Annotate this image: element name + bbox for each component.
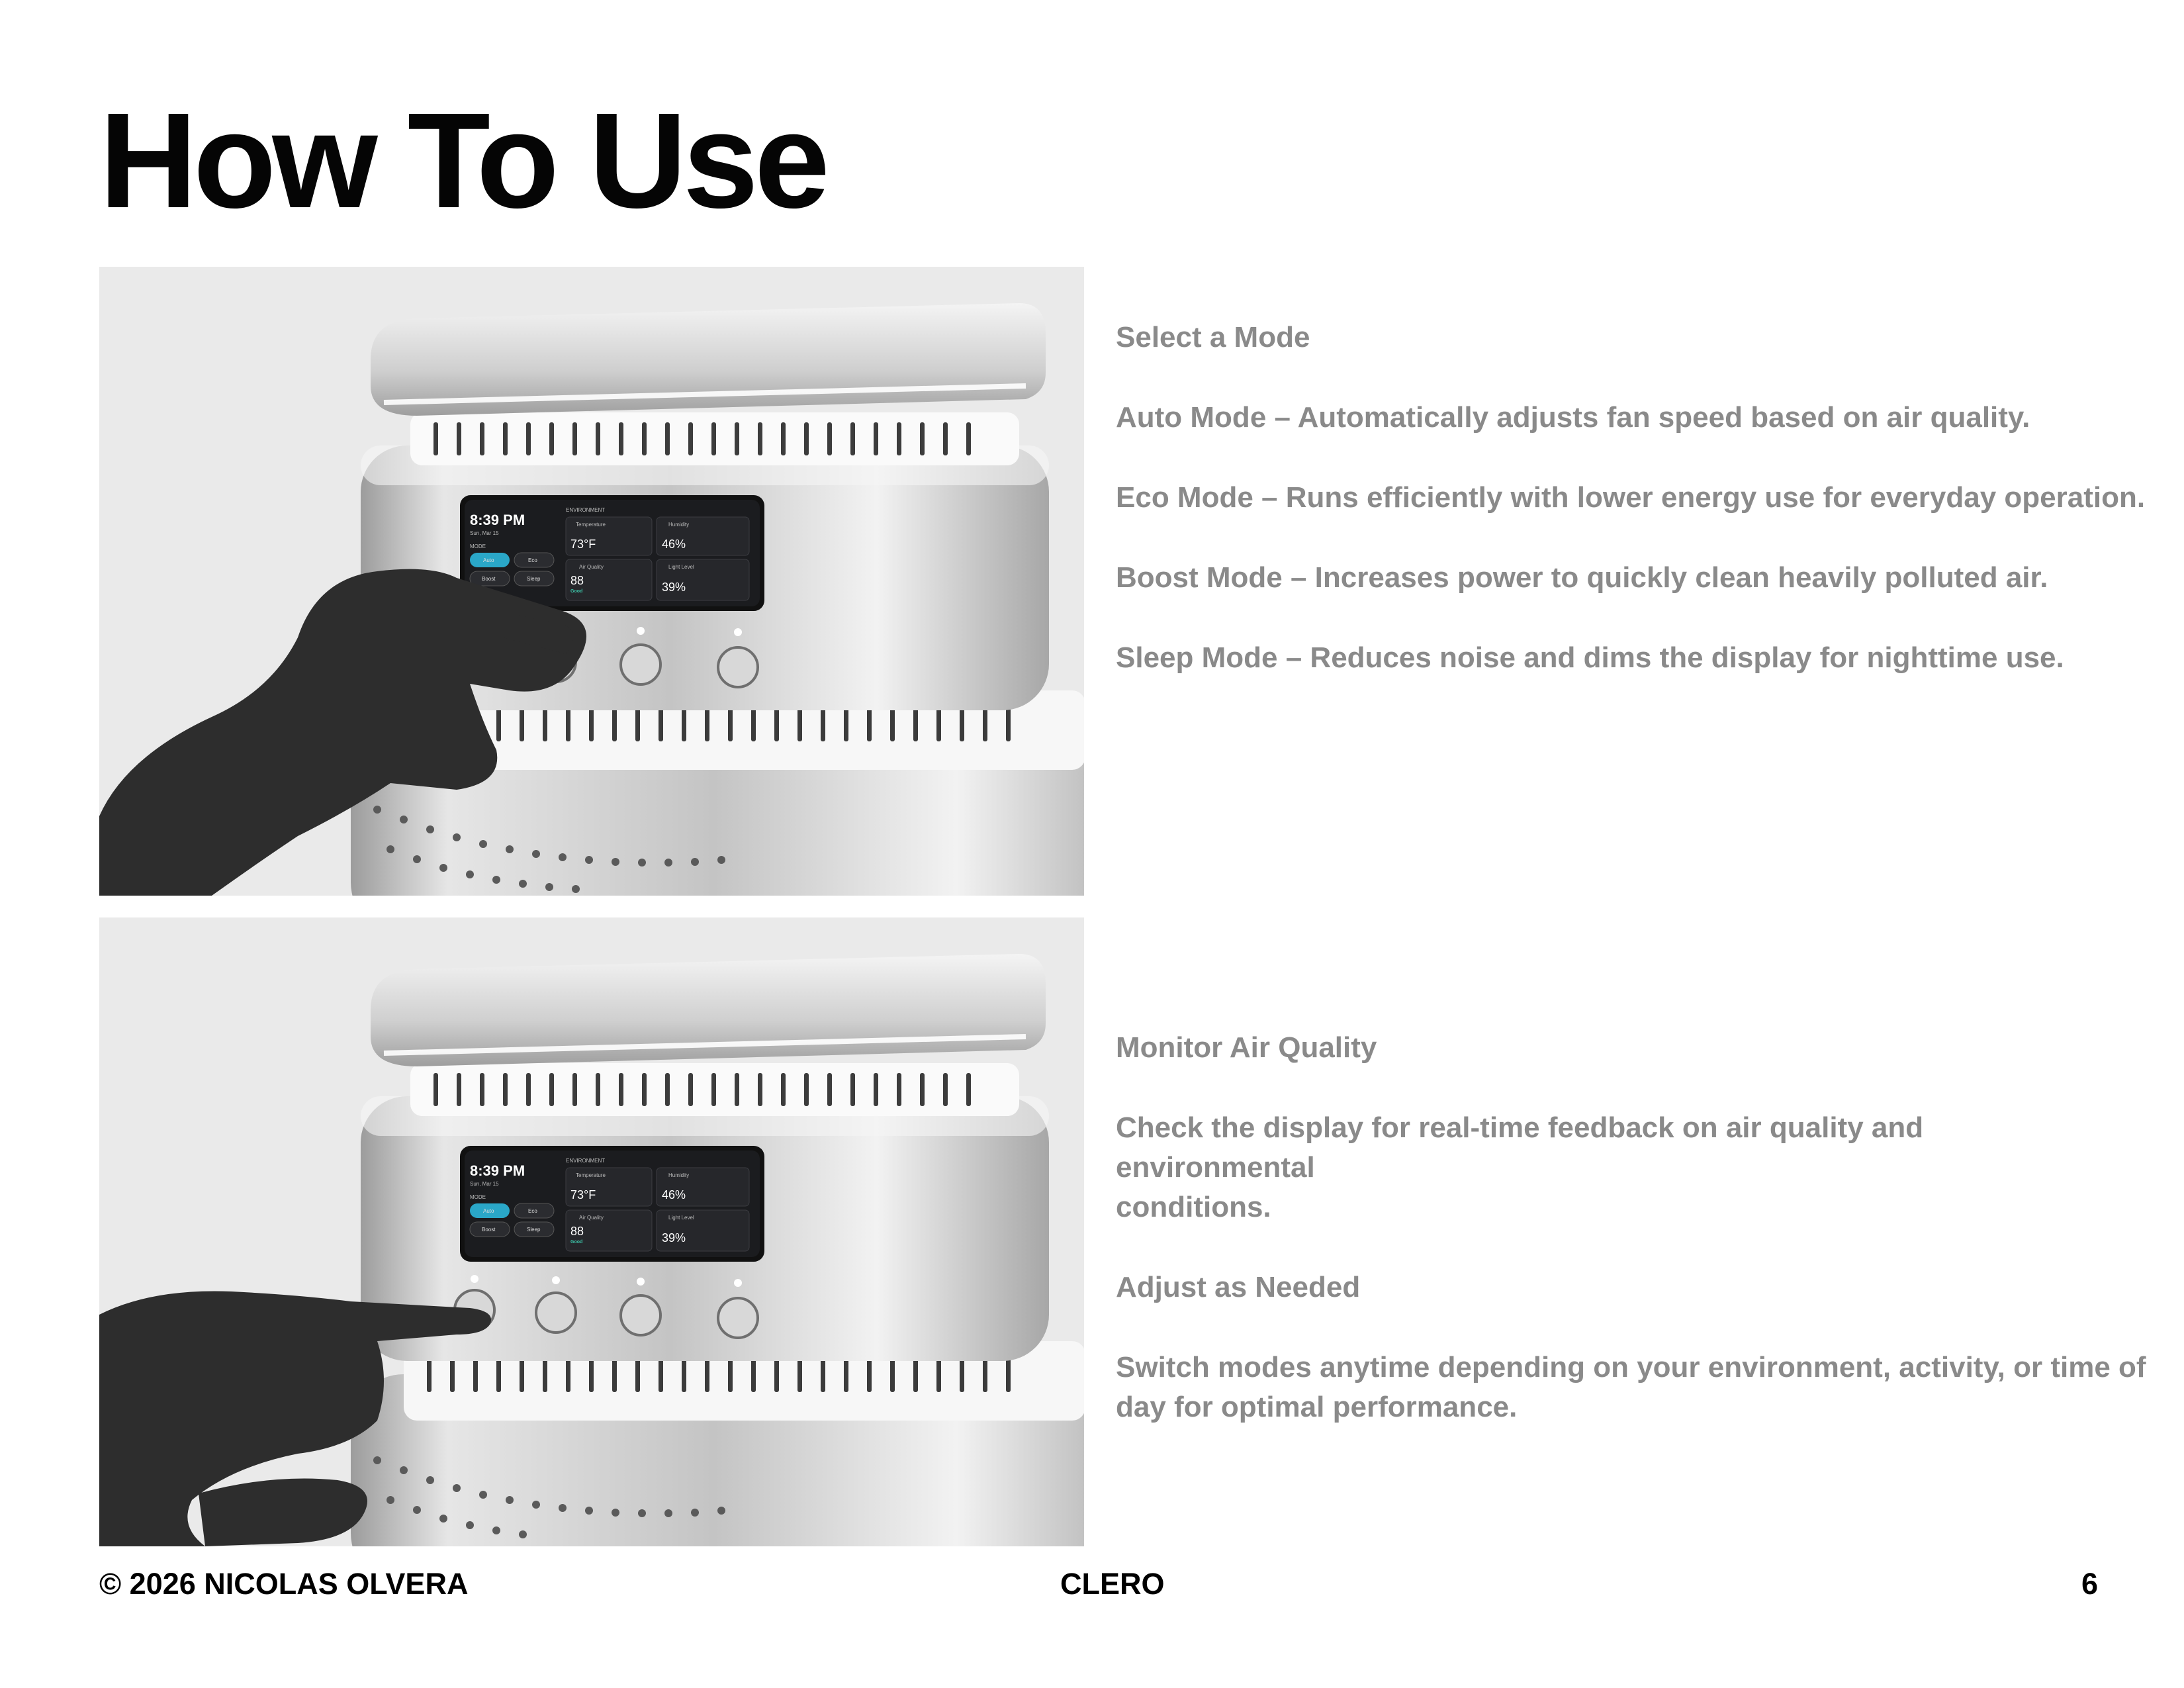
screen-mode-auto: Auto: [483, 557, 494, 563]
monitor-line: conditions.: [1116, 1191, 1271, 1223]
section-subheading: Adjust as Needed: [1116, 1271, 1361, 1303]
mode-description-boost: Boost Mode – Increases power to quickly clean heavily polluted air.: [1116, 561, 2048, 594]
screen-aq-label: Air Quality: [579, 564, 604, 570]
screen-date: Sun, Mar 15: [470, 1181, 499, 1187]
adjust-description: Switch modes anytime depending on your environment, activity, or time of day for optimal performance.: [1116, 1351, 2146, 1423]
footer-brand: CLERO: [1060, 1567, 1165, 1601]
screen-mode-boost: Boost: [482, 1227, 496, 1233]
screen-temp-value: 73°F: [570, 538, 596, 551]
screen-humidity-value: 46%: [662, 1188, 686, 1201]
screen-aq-status: Good: [570, 1240, 583, 1244]
screen-mode-auto: Auto: [483, 1208, 494, 1214]
screen-time: 8:39 PM: [470, 1162, 525, 1179]
screen-temp-value: 73°F: [570, 1188, 596, 1201]
screen-date: Sun, Mar 15: [470, 530, 499, 536]
mode-description-sleep: Sleep Mode – Reduces noise and dims the display for nighttime use.: [1116, 641, 2064, 674]
screen-mode-sleep: Sleep: [527, 576, 541, 582]
monitor-section: [1116, 1028, 2148, 1427]
screen-humidity-value: 46%: [662, 538, 686, 551]
select-mode-section: [1116, 318, 2148, 678]
screen-env-label: ENVIRONMENT: [566, 1158, 606, 1164]
screen-aq-status: Good: [570, 589, 583, 594]
screen-light-value: 39%: [662, 581, 686, 594]
screen-time: 8:39 PM: [470, 512, 525, 528]
screen-temp-label: Temperature: [576, 1172, 606, 1178]
screen-light-label: Light Level: [668, 1215, 694, 1221]
section-heading: Monitor Air Quality: [1116, 1031, 1377, 1064]
device-photo-monitor: [99, 917, 1084, 1546]
screen-light-value: 39%: [662, 1231, 686, 1244]
screen-mode-label: MODE: [470, 1194, 486, 1200]
screen-mode-boost: Boost: [482, 576, 496, 582]
page-title: How To Use: [99, 85, 826, 236]
screen-aq-label: Air Quality: [579, 1215, 604, 1221]
screen-temp-label: Temperature: [576, 522, 606, 528]
monitor-description: [1116, 1108, 2148, 1227]
screen-aq-value: 88: [570, 1225, 584, 1238]
screen-mode-label: MODE: [470, 543, 486, 549]
screen-humidity-label: Humidity: [668, 522, 690, 528]
monitor-line: environmental: [1116, 1151, 1315, 1184]
screen-humidity-label: Humidity: [668, 1172, 690, 1178]
mode-description-eco: Eco Mode – Runs efficiently with lower energy use for everyday operation.: [1116, 481, 2146, 514]
section-heading: Select a Mode: [1116, 321, 1310, 353]
monitor-line: Check the display for real-time feedback on air quality and: [1116, 1111, 1924, 1144]
footer-copyright: © 2026 NICOLAS OLVERA: [99, 1567, 469, 1601]
screen-mode-eco: Eco: [528, 1208, 537, 1214]
screen-mode-sleep: Sleep: [527, 1227, 541, 1233]
screen-light-label: Light Level: [668, 564, 694, 570]
screen-env-label: ENVIRONMENT: [566, 507, 606, 513]
mode-description-auto: Auto Mode – Automatically adjusts fan speed based on air quality.: [1116, 401, 2030, 434]
device-photo-select-mode: [99, 267, 1084, 896]
screen-mode-eco: Eco: [528, 557, 537, 563]
screen-aq-value: 88: [570, 574, 584, 587]
footer-page-number: 6: [2081, 1567, 2098, 1601]
